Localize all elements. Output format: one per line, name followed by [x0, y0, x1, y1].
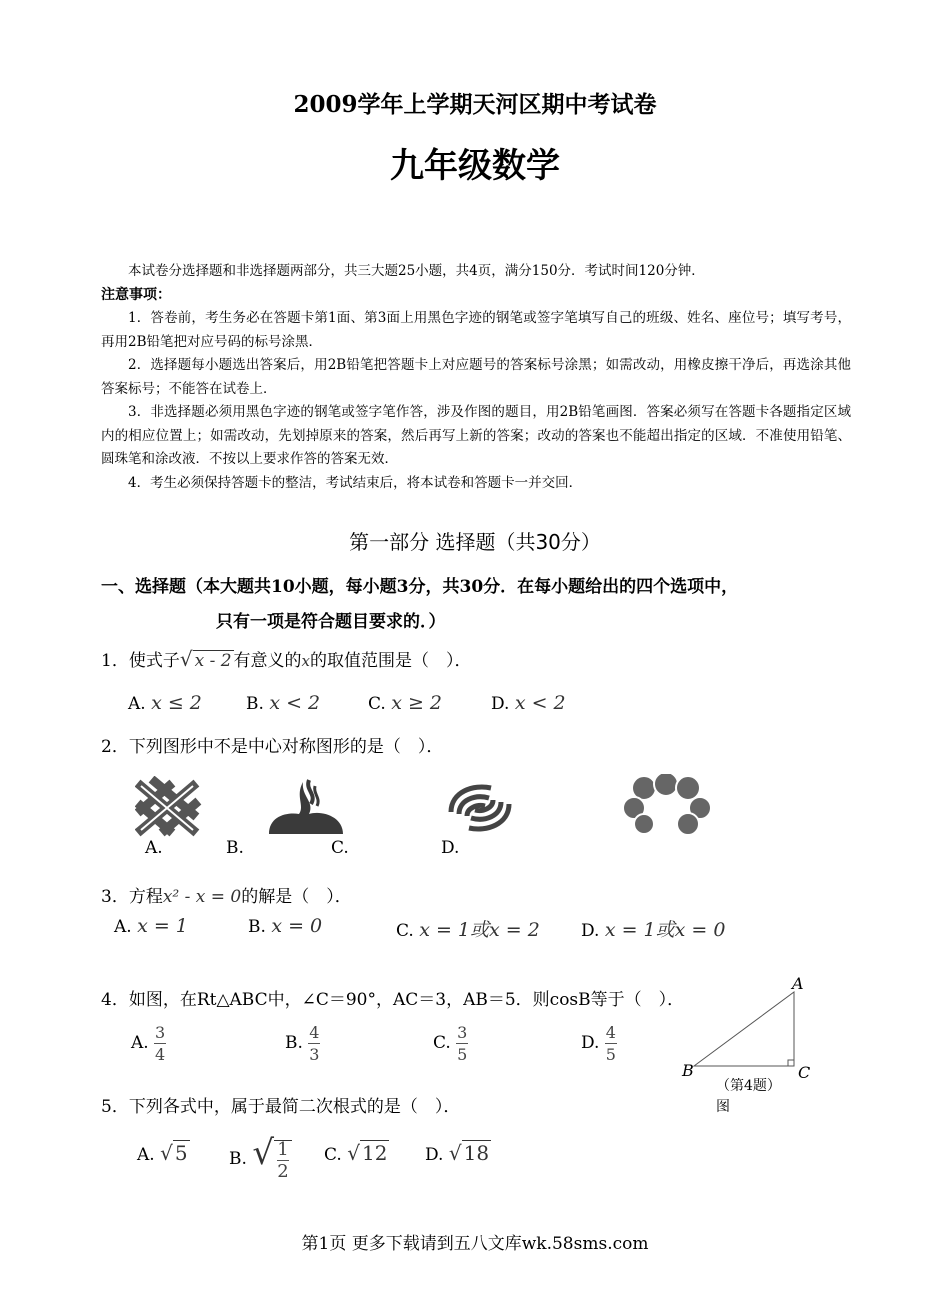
q5-option-a[interactable]: A. √ 5: [137, 1141, 188, 1165]
q2-option-a[interactable]: A.: [145, 838, 163, 858]
q1-suffix-a: 有意义的: [233, 651, 302, 671]
q4-option-c[interactable]: C. $\frac{3}{5}$: [433, 1023, 468, 1064]
section-heading-line2: 只有一项是符合题目要求的．）: [216, 612, 446, 632]
q1-option-d[interactable]: D. x < 2: [491, 692, 566, 714]
q1-option-a[interactable]: A. x ≤ 2: [128, 692, 202, 714]
notice-item-1: 1．答卷前，考生务必在答题卡第1面、第3面上用黑色字迹的钢笔或签字笔填写自己的班级、姓名、座位号；填写考号，再用2B铅笔把对应号码的标号涂黑．: [101, 310, 851, 350]
question-5: 5．下列各式中，属于最简二次根式的是（ ）．: [101, 1097, 461, 1117]
notice-item-4: 4．考生必须保持答题卡的整洁，考试结束后，将本试卷和答题卡一并交回．: [128, 474, 583, 491]
q4-caption-line2: 图: [716, 1099, 730, 1115]
q2-figure-d-flower-icon: [622, 774, 712, 836]
q2-option-c[interactable]: C.: [331, 838, 349, 858]
q3-equation: x² - x = 0: [162, 887, 242, 907]
q1-prefix: 1．使式子: [101, 651, 180, 671]
q2-figure-a-knot-icon: [135, 776, 203, 838]
question-3: 3．方程x² - x = 0的解是（ ）．: [101, 887, 352, 907]
q2-option-b[interactable]: B.: [226, 838, 244, 858]
q4-option-a[interactable]: A. $\frac{3}{4}$: [131, 1023, 166, 1064]
q4-label-c: C: [798, 1063, 811, 1082]
q5-a-radical: √ 5: [160, 1141, 188, 1165]
q1-option-c[interactable]: C. x ≥ 2: [368, 692, 443, 714]
q5-option-b[interactable]: B. √ $\frac{1}{2}$: [229, 1133, 292, 1180]
q5-d-radical: √ 18: [448, 1141, 490, 1165]
q5-b-radical: √: [252, 1133, 274, 1173]
exam-title: 2009学年上学期天河区期中考试卷: [293, 91, 657, 118]
page-footer: 第1页 更多下载请到五八文库wk.58sms.com: [301, 1234, 649, 1254]
q2-option-d[interactable]: D.: [441, 838, 460, 858]
q3-option-a[interactable]: A. x = 1: [114, 915, 188, 937]
q1-radical: √ x - 2: [179, 647, 232, 671]
instructions-block: [101, 260, 851, 495]
q1-option-b[interactable]: B. x < 2: [246, 692, 321, 714]
q4-label-b: B: [682, 1061, 694, 1080]
notice-item-3: 3．非选择题必须用黑色字迹的钢笔或签字笔作答，涉及作图的题目，用2B铅笔画图．答案必须写在答题卡各题指定区域内的相应位置上；如需改动，先划掉原来的答案，然后再写上新的答案；改动的答案也不能超出指定的区域．不准使用铅笔、圆珠笔和涂改液．不按以上要求作答的答案无效．: [101, 404, 851, 467]
q4-d-fraction: $\frac{4}{5}$: [605, 1023, 616, 1064]
part1-title: 第一部分 选择题（共30分）: [349, 530, 601, 554]
q4-option-d[interactable]: D. $\frac{4}{5}$: [581, 1023, 616, 1064]
q4-a-fraction: $\frac{3}{4}$: [155, 1023, 166, 1064]
q4-label-a: A: [792, 974, 804, 993]
q4-option-b[interactable]: B. $\frac{4}{3}$: [285, 1023, 320, 1064]
q3-option-d[interactable]: D. x = 1或x = 0: [581, 919, 726, 941]
q2-figure-b-flame-icon: [265, 776, 347, 836]
q1-var: x: [301, 652, 311, 670]
q5-option-d[interactable]: D. √ 18: [425, 1141, 490, 1165]
q5-b-fraction: $\frac{1}{2}$: [274, 1140, 292, 1180]
q1-suffix-b: 的取值范围是（ ）．: [310, 651, 472, 671]
question-1: [101, 646, 472, 671]
q3-option-b[interactable]: B. x = 0: [248, 915, 323, 937]
q4-c-fraction: $\frac{3}{5}$: [457, 1023, 468, 1064]
q4-b-fraction: $\frac{4}{3}$: [309, 1023, 320, 1064]
q1-radicand: x - 2: [194, 651, 232, 671]
q3-option-c[interactable]: C. x = 1或x = 2: [396, 919, 540, 941]
question-2: 2．下列图形中不是中心对称图形的是（ ）．: [101, 737, 444, 757]
q5-option-c[interactable]: C. √ 12: [324, 1141, 388, 1165]
question-4: 4．如图，在Rt△ABC中，∠C＝90°，AC＝3，AB＝5．则cosB等于（ ）．: [101, 990, 685, 1010]
section-heading-line1: 一、选择题（本大题共10小题，每小题3分，共30分．在每小题给出的四个选项中，: [101, 577, 739, 597]
q2-figure-c-spiral-icon: [443, 778, 517, 838]
q4-caption-line1: （第4题）: [716, 1078, 781, 1094]
q5-c-radical: √ 12: [347, 1141, 388, 1165]
notice-item-2: 2．选择题每小题选出答案后，用2B铅笔把答题卡上对应题号的答案标号涂黑；如需改动，用橡皮擦干净后，再选涂其他答案标号；不能答在试卷上．: [101, 357, 851, 397]
intro-text: 本试卷分选择题和非选择题两部分，共三大题25小题，共4页，满分150分．考试时间120分钟．: [128, 263, 705, 279]
subject-title: 九年级数学: [390, 146, 560, 186]
notice-heading: 注意事项：: [101, 286, 171, 303]
